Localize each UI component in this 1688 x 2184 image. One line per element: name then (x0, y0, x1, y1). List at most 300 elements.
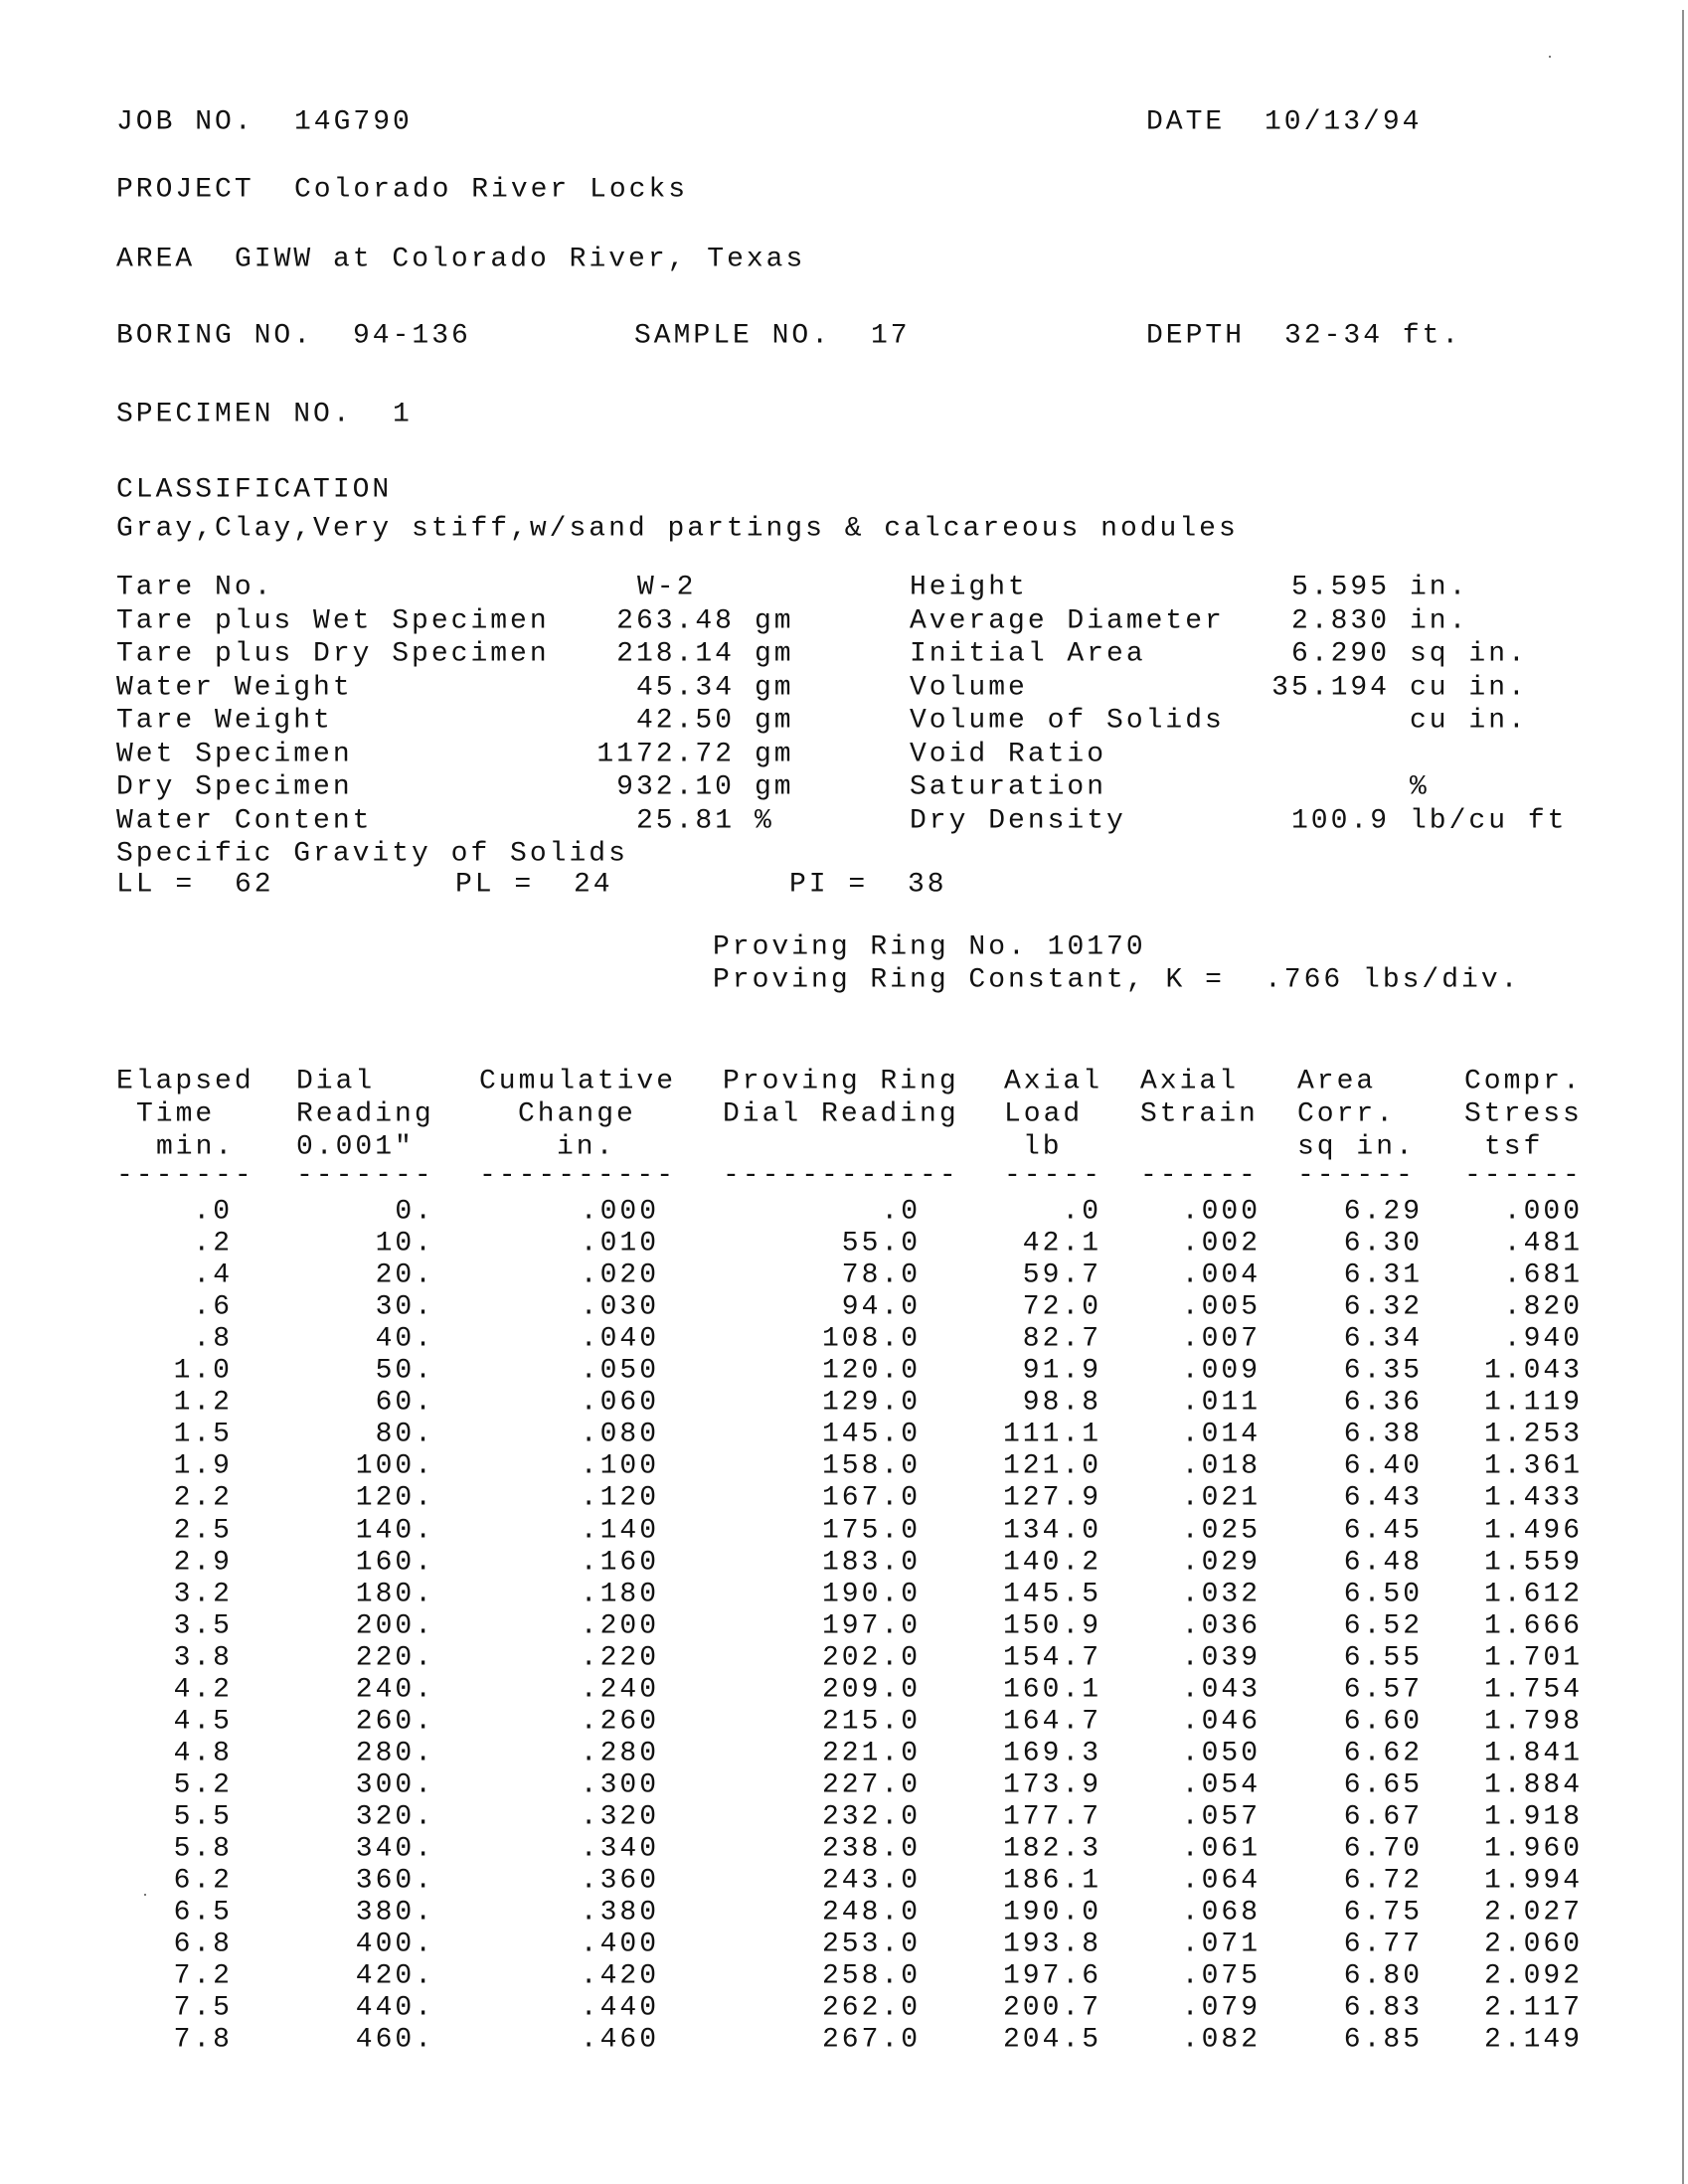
column-header: Dial Reading (723, 1098, 959, 1130)
table-cell: 158.0 (821, 1450, 921, 1482)
table-cell: .057 (1181, 1801, 1261, 1833)
table-cell: 1.918 (1483, 1801, 1583, 1833)
table-cell: 243.0 (821, 1865, 921, 1897)
table-cell: 140. (355, 1515, 434, 1547)
table-cell: 145.0 (821, 1419, 921, 1450)
table-cell: 6.57 (1343, 1674, 1423, 1706)
column-header: Compr. (1464, 1066, 1583, 1097)
table-cell: .380 (580, 1897, 659, 1929)
specimen-field-label: Dry Density (910, 805, 1126, 837)
table-cell: .050 (580, 1355, 659, 1387)
table-cell: 193.8 (1002, 1929, 1101, 1960)
table-cell: .021 (1181, 1483, 1261, 1515)
table-cell: .011 (1181, 1387, 1261, 1419)
table-cell: 2.092 (1483, 1960, 1583, 1992)
table-cell: .420 (580, 1960, 659, 1992)
table-cell: .040 (580, 1323, 659, 1355)
column-header: Area (1297, 1066, 1377, 1097)
project-value: Colorado River Locks (294, 174, 689, 206)
specimen-field-unit: gm (755, 739, 794, 770)
specimen-field-value: 218.14 (616, 638, 735, 670)
table-cell: 440. (355, 1992, 434, 2024)
specimen-field-value: 932.10 (616, 771, 735, 803)
specimen-field-label: Volume (910, 672, 1028, 704)
table-cell: .002 (1181, 1228, 1261, 1260)
table-cell: 260. (355, 1706, 434, 1738)
column-header: Time (136, 1098, 216, 1130)
table-cell: 7.5 (173, 1992, 233, 2024)
column-header: Reading (296, 1098, 434, 1130)
table-cell: .030 (580, 1291, 659, 1323)
table-cell: 6.52 (1343, 1610, 1423, 1642)
table-cell: 55.0 (841, 1228, 921, 1260)
table-cell: 2.027 (1483, 1897, 1583, 1929)
table-cell: 60. (375, 1387, 434, 1419)
table-cell: 6.5 (173, 1897, 233, 1929)
table-cell: 100. (355, 1450, 434, 1482)
table-cell: .005 (1181, 1291, 1261, 1323)
project-label: PROJECT (116, 174, 254, 206)
table-cell: .000 (1503, 1196, 1583, 1228)
table-cell: .004 (1181, 1260, 1261, 1291)
table-cell: .082 (1181, 2024, 1261, 2056)
column-header: Stress (1464, 1098, 1583, 1130)
column-header: Strain (1140, 1098, 1259, 1130)
column-separator: ------ (1297, 1160, 1416, 1192)
table-cell: 0. (395, 1196, 434, 1228)
specimen-field-value: 263.48 (616, 605, 735, 637)
table-cell: .061 (1181, 1833, 1261, 1865)
table-cell: 98.8 (1022, 1387, 1101, 1419)
table-cell: 3.5 (173, 1610, 233, 1642)
table-cell: 4.2 (173, 1674, 233, 1706)
table-cell: .0 (1062, 1196, 1101, 1228)
table-cell: .018 (1181, 1450, 1261, 1482)
table-cell: 6.83 (1343, 1992, 1423, 2024)
specimen-field-label: Void Ratio (910, 739, 1107, 770)
table-cell: 177.7 (1002, 1801, 1101, 1833)
specimen-field-value: W-2 (637, 572, 697, 603)
table-cell: 50. (375, 1355, 434, 1387)
table-cell: .0 (193, 1196, 233, 1228)
table-cell: 220. (355, 1642, 434, 1674)
table-cell: 6.72 (1343, 1865, 1423, 1897)
specimen-field-value: 5.595 (1290, 572, 1390, 603)
table-cell: .007 (1181, 1323, 1261, 1355)
table-cell: 6.48 (1343, 1547, 1423, 1579)
specimen-field-label: Dry Specimen (116, 771, 353, 803)
table-cell: 1.0 (173, 1355, 233, 1387)
table-cell: .025 (1181, 1515, 1261, 1547)
table-cell: 4.5 (173, 1706, 233, 1738)
specimen-field-label: Water Content (116, 805, 373, 837)
table-cell: 200. (355, 1610, 434, 1642)
table-cell: .360 (580, 1865, 659, 1897)
table-cell: 204.5 (1002, 2024, 1101, 2056)
table-cell: 200.7 (1002, 1992, 1101, 2024)
table-cell: 6.75 (1343, 1897, 1423, 1929)
specimen-field-unit: gm (755, 672, 794, 704)
pl-label: PL = (455, 869, 535, 901)
table-cell: 380. (355, 1897, 434, 1929)
table-cell: 7.8 (173, 2024, 233, 2056)
table-cell: .200 (580, 1610, 659, 1642)
table-cell: 30. (375, 1291, 434, 1323)
table-cell: 221.0 (821, 1738, 921, 1769)
table-cell: 20. (375, 1260, 434, 1291)
boring-no-value: 94-136 (353, 320, 471, 352)
column-header: Axial (1004, 1066, 1103, 1097)
sample-no-label: SAMPLE NO. (634, 320, 832, 352)
table-cell: 4.8 (173, 1738, 233, 1769)
table-cell: 120.0 (821, 1355, 921, 1387)
table-cell: .260 (580, 1706, 659, 1738)
table-cell: 5.2 (173, 1769, 233, 1801)
table-cell: 6.55 (1343, 1642, 1423, 1674)
table-cell: 6.77 (1343, 1929, 1423, 1960)
table-cell: .079 (1181, 1992, 1261, 2024)
specimen-field-value: 25.81 (635, 805, 735, 837)
column-header: 0.001" (296, 1131, 415, 1163)
table-cell: 232.0 (821, 1801, 921, 1833)
table-cell: .0 (881, 1196, 921, 1228)
table-cell: 3.2 (173, 1579, 233, 1610)
column-header: Change (518, 1098, 636, 1130)
specimen-field-value: 1172.72 (596, 739, 735, 770)
table-cell: 1.361 (1483, 1450, 1583, 1482)
specimen-field-label: Tare No. (116, 572, 274, 603)
table-cell: 10. (375, 1228, 434, 1260)
table-cell: .120 (580, 1483, 659, 1515)
table-cell: 197.6 (1002, 1960, 1101, 1992)
table-cell: 160.1 (1002, 1674, 1101, 1706)
table-cell: 6.32 (1343, 1291, 1423, 1323)
table-cell: 6.67 (1343, 1801, 1423, 1833)
table-cell: 1.043 (1483, 1355, 1583, 1387)
table-cell: 1.119 (1483, 1387, 1583, 1419)
table-cell: 183.0 (821, 1547, 921, 1579)
table-cell: 320. (355, 1801, 434, 1833)
specimen-field-unit: lb/cu ft (1410, 805, 1568, 837)
specimen-field-value: 100.9 (1290, 805, 1390, 837)
table-cell: .8 (193, 1323, 233, 1355)
specimen-field-label: Tare plus Wet Specimen (116, 605, 550, 637)
table-cell: 1.612 (1483, 1579, 1583, 1610)
table-cell: .340 (580, 1833, 659, 1865)
table-cell: 1.5 (173, 1419, 233, 1450)
table-cell: 1.960 (1483, 1833, 1583, 1865)
column-header: Elapsed (116, 1066, 254, 1097)
table-cell: 3.8 (173, 1642, 233, 1674)
table-cell: 1.496 (1483, 1515, 1583, 1547)
table-cell: 145.5 (1002, 1579, 1101, 1610)
specimen-field-value: 2.830 (1290, 605, 1390, 637)
sample-no-value: 17 (871, 320, 911, 352)
table-cell: .029 (1181, 1547, 1261, 1579)
column-separator: ------- (116, 1160, 254, 1192)
pi-label: PI = (789, 869, 869, 901)
table-cell: 6.50 (1343, 1579, 1423, 1610)
date-value: 10/13/94 (1265, 106, 1423, 138)
column-header: min. (156, 1131, 236, 1163)
table-cell: 129.0 (821, 1387, 921, 1419)
specimen-field-value: 6.290 (1290, 638, 1390, 670)
specimen-field-label: Initial Area (910, 638, 1146, 670)
table-cell: .010 (580, 1228, 659, 1260)
table-cell: 94.0 (841, 1291, 921, 1323)
specimen-field-unit: % (1410, 771, 1430, 803)
table-cell: .075 (1181, 1960, 1261, 1992)
specimen-field-unit: gm (755, 705, 794, 737)
table-cell: 2.149 (1483, 2024, 1583, 2056)
column-separator: ------ (1464, 1160, 1583, 1192)
specimen-field-label: Tare plus Dry Specimen (116, 638, 550, 670)
depth-value: 32-34 ft. (1284, 320, 1462, 352)
table-cell: 6.29 (1343, 1196, 1423, 1228)
table-cell: 6.60 (1343, 1706, 1423, 1738)
table-cell: 1.754 (1483, 1674, 1583, 1706)
specimen-field-label: Saturation (910, 771, 1107, 803)
table-cell: .014 (1181, 1419, 1261, 1450)
table-cell: .160 (580, 1547, 659, 1579)
table-cell: 1.701 (1483, 1642, 1583, 1674)
area-value: GIWW at Colorado River, Texas (235, 244, 806, 275)
column-header: in. (557, 1131, 616, 1163)
table-cell: .100 (580, 1450, 659, 1482)
table-cell: 6.36 (1343, 1387, 1423, 1419)
column-header: lb (1023, 1131, 1063, 1163)
table-cell: 40. (375, 1323, 434, 1355)
table-cell: 6.43 (1343, 1483, 1423, 1515)
table-cell: 262.0 (821, 1992, 921, 2024)
table-cell: .681 (1503, 1260, 1583, 1291)
table-cell: .043 (1181, 1674, 1261, 1706)
table-cell: 6.40 (1343, 1450, 1423, 1482)
table-cell: .940 (1503, 1323, 1583, 1355)
pl-value: 24 (574, 869, 613, 901)
table-cell: .046 (1181, 1706, 1261, 1738)
table-cell: 202.0 (821, 1642, 921, 1674)
table-cell: 1.559 (1483, 1547, 1583, 1579)
table-cell: 5.5 (173, 1801, 233, 1833)
table-cell: 1.253 (1483, 1419, 1583, 1450)
table-cell: 7.2 (173, 1960, 233, 1992)
classification-label: CLASSIFICATION (116, 474, 393, 506)
column-header: Proving Ring (723, 1066, 959, 1097)
table-cell: 1.2 (173, 1387, 233, 1419)
table-cell: 6.62 (1343, 1738, 1423, 1769)
table-cell: .2 (193, 1228, 233, 1260)
table-cell: 91.9 (1022, 1355, 1101, 1387)
table-cell: 1.841 (1483, 1738, 1583, 1769)
table-cell: 215.0 (821, 1706, 921, 1738)
table-cell: .060 (580, 1387, 659, 1419)
specimen-field-unit: in. (1410, 605, 1469, 637)
table-cell: 80. (375, 1419, 434, 1450)
specimen-field-label: Tare Weight (116, 705, 333, 737)
column-header: Corr. (1297, 1098, 1397, 1130)
column-separator: ------------ (723, 1160, 959, 1192)
table-cell: 238.0 (821, 1833, 921, 1865)
table-cell: 108.0 (821, 1323, 921, 1355)
table-cell: 6.80 (1343, 1960, 1423, 1992)
table-cell: .140 (580, 1515, 659, 1547)
table-cell: 78.0 (841, 1260, 921, 1291)
table-cell: .6 (193, 1291, 233, 1323)
table-cell: .820 (1503, 1291, 1583, 1323)
table-cell: 72.0 (1022, 1291, 1101, 1323)
depth-label: DEPTH (1146, 320, 1246, 352)
specimen-field-label: Average Diameter (910, 605, 1225, 637)
table-cell: 186.1 (1002, 1865, 1101, 1897)
scan-speck (1549, 56, 1551, 58)
table-cell: 420. (355, 1960, 434, 1992)
proving-ring-constant-value: .766 lbs/div. (1265, 964, 1521, 996)
table-cell: .4 (193, 1260, 233, 1291)
boring-no-label: BORING NO. (116, 320, 314, 352)
table-cell: 167.0 (821, 1483, 921, 1515)
table-cell: .000 (1181, 1196, 1261, 1228)
specimen-field-unit: gm (755, 605, 794, 637)
specimen-field-unit: % (755, 805, 774, 837)
table-cell: .068 (1181, 1897, 1261, 1929)
column-header: Load (1004, 1098, 1084, 1130)
table-cell: 190.0 (821, 1579, 921, 1610)
table-cell: 6.45 (1343, 1515, 1423, 1547)
table-cell: 6.8 (173, 1929, 233, 1960)
table-cell: 240. (355, 1674, 434, 1706)
table-cell: 227.0 (821, 1769, 921, 1801)
table-cell: .440 (580, 1992, 659, 2024)
specimen-field-unit: sq in. (1410, 638, 1528, 670)
table-cell: 6.70 (1343, 1833, 1423, 1865)
classification-value: Gray,Clay,Very stiff,w/sand partings & calcareous nodules (116, 513, 1239, 545)
table-cell: 2.117 (1483, 1992, 1583, 2024)
table-cell: 2.9 (173, 1547, 233, 1579)
table-cell: 120. (355, 1483, 434, 1515)
table-cell: .320 (580, 1801, 659, 1833)
table-cell: 300. (355, 1769, 434, 1801)
specimen-field-value: 45.34 (635, 672, 735, 704)
column-header: tsf (1484, 1131, 1544, 1163)
job-no-value: 14G790 (294, 106, 413, 138)
table-cell: 173.9 (1002, 1769, 1101, 1801)
table-cell: 253.0 (821, 1929, 921, 1960)
table-cell: 6.30 (1343, 1228, 1423, 1260)
column-header: Cumulative (479, 1066, 677, 1097)
specimen-field-label: Wet Specimen (116, 739, 353, 770)
specimen-field-value: 42.50 (635, 705, 735, 737)
table-cell: 111.1 (1002, 1419, 1101, 1450)
specimen-field-label: Volume of Solids (910, 705, 1225, 737)
table-cell: .240 (580, 1674, 659, 1706)
table-cell: 400. (355, 1929, 434, 1960)
specimen-no-value: 1 (393, 399, 413, 430)
proving-ring-no: Proving Ring No. 10170 (713, 931, 1146, 963)
table-cell: .050 (1181, 1738, 1261, 1769)
table-cell: 1.994 (1483, 1865, 1583, 1897)
table-cell: 42.1 (1022, 1228, 1101, 1260)
pi-value: 38 (908, 869, 947, 901)
table-cell: 134.0 (1002, 1515, 1101, 1547)
table-cell: 6.65 (1343, 1769, 1423, 1801)
table-cell: 180. (355, 1579, 434, 1610)
specimen-field-unit: in. (1410, 572, 1469, 603)
table-cell: .032 (1181, 1579, 1261, 1610)
column-separator: ------- (296, 1160, 434, 1192)
table-cell: 150.9 (1002, 1610, 1101, 1642)
table-cell: 258.0 (821, 1960, 921, 1992)
table-cell: 6.35 (1343, 1355, 1423, 1387)
table-cell: 2.060 (1483, 1929, 1583, 1960)
ll-value: 62 (235, 869, 274, 901)
table-cell: 6.38 (1343, 1419, 1423, 1450)
table-cell: .000 (580, 1196, 659, 1228)
table-cell: .220 (580, 1642, 659, 1674)
table-cell: 1.433 (1483, 1483, 1583, 1515)
specimen-field-unit: gm (755, 638, 794, 670)
table-cell: .400 (580, 1929, 659, 1960)
specimen-field-unit: cu in. (1410, 705, 1528, 737)
table-cell: .071 (1181, 1929, 1261, 1960)
table-cell: 209.0 (821, 1674, 921, 1706)
table-cell: 154.7 (1002, 1642, 1101, 1674)
table-cell: 121.0 (1002, 1450, 1101, 1482)
table-cell: 2.2 (173, 1483, 233, 1515)
table-cell: 1.666 (1483, 1610, 1583, 1642)
specimen-field-label: Specific Gravity of Solids (116, 838, 628, 870)
specimen-no-label: SPECIMEN NO. (116, 399, 353, 430)
table-cell: .080 (580, 1419, 659, 1450)
table-cell: 267.0 (821, 2024, 921, 2056)
table-cell: .280 (580, 1738, 659, 1769)
specimen-field-unit: cu in. (1410, 672, 1528, 704)
specimen-field-unit: gm (755, 771, 794, 803)
job-no-label: JOB NO. (116, 106, 254, 138)
table-cell: 190.0 (1002, 1897, 1101, 1929)
specimen-field-label: Water Weight (116, 672, 353, 704)
table-cell: 280. (355, 1738, 434, 1769)
table-cell: .481 (1503, 1228, 1583, 1260)
table-cell: 1.9 (173, 1450, 233, 1482)
table-cell: .064 (1181, 1865, 1261, 1897)
specimen-field-label: Height (910, 572, 1028, 603)
table-cell: 5.8 (173, 1833, 233, 1865)
table-cell: .054 (1181, 1769, 1261, 1801)
table-cell: .180 (580, 1579, 659, 1610)
column-separator: ----- (1004, 1160, 1103, 1192)
table-cell: .036 (1181, 1610, 1261, 1642)
table-cell: 182.3 (1002, 1833, 1101, 1865)
table-cell: 127.9 (1002, 1483, 1101, 1515)
table-cell: 460. (355, 2024, 434, 2056)
table-cell: 169.3 (1002, 1738, 1101, 1769)
proving-ring-constant-label: Proving Ring Constant, K = (713, 964, 1225, 996)
table-cell: 6.2 (173, 1865, 233, 1897)
table-cell: .460 (580, 2024, 659, 2056)
table-cell: 340. (355, 1833, 434, 1865)
table-cell: 6.31 (1343, 1260, 1423, 1291)
table-cell: 1.884 (1483, 1769, 1583, 1801)
scan-speck (144, 1894, 146, 1896)
table-cell: .300 (580, 1769, 659, 1801)
table-cell: 2.5 (173, 1515, 233, 1547)
table-cell: 59.7 (1022, 1260, 1101, 1291)
column-separator: ---------- (479, 1160, 677, 1192)
table-cell: .009 (1181, 1355, 1261, 1387)
table-cell: 82.7 (1022, 1323, 1101, 1355)
table-cell: 160. (355, 1547, 434, 1579)
